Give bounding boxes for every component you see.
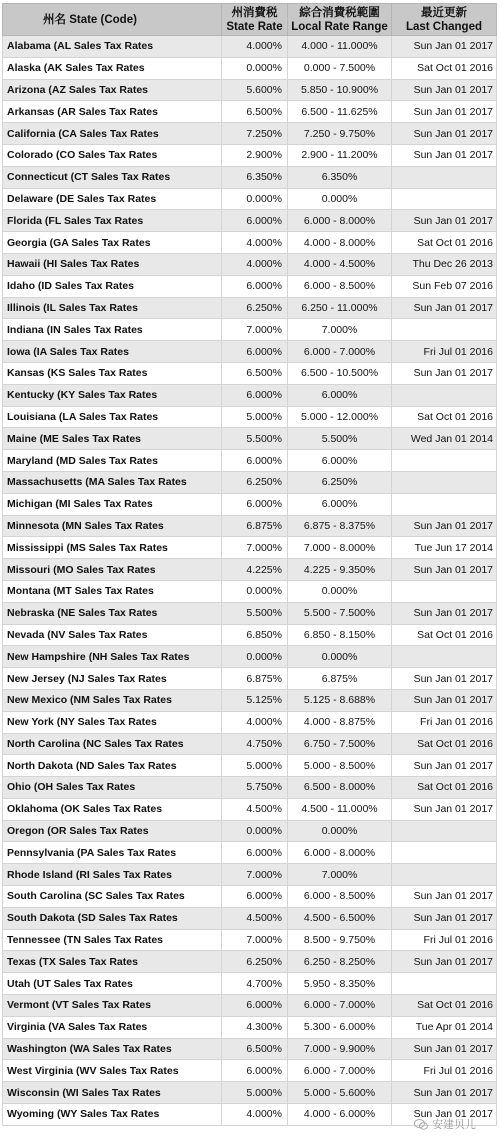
last-changed-cell: Sun Jan 01 2017 — [392, 36, 497, 58]
state-rate-cell: 6.000% — [222, 995, 288, 1017]
state-cell: Michigan (MI Sales Tax Rates — [3, 493, 222, 515]
table-row — [3, 777, 497, 799]
local-rate-range-cell: 7.000% — [288, 319, 392, 341]
local-rate-range-cell: 5.125 - 8.688% — [288, 689, 392, 711]
header-state-en: State (Code) — [69, 13, 137, 26]
header-state-rate — [222, 4, 288, 36]
table-row — [3, 559, 497, 581]
local-rate-range-cell: 0.000 - 7.500% — [288, 57, 392, 79]
state-cell: Arkansas (AR Sales Tax Rates — [3, 101, 222, 123]
state-rate-cell: 4.700% — [222, 973, 288, 995]
local-rate-range-cell: 5.000 - 8.500% — [288, 755, 392, 777]
state-rate-cell: 6.000% — [222, 275, 288, 297]
table-row — [3, 711, 497, 733]
local-rate-range-cell: 5.000 - 12.000% — [288, 406, 392, 428]
local-rate-range-cell: 4.500 - 11.000% — [288, 798, 392, 820]
table-row — [3, 384, 497, 406]
state-cell: Oregon (OR Sales Tax Rates — [3, 820, 222, 842]
last-changed-cell: Sun Jan 01 2017 — [392, 362, 497, 384]
last-changed-cell: Wed Jan 01 2014 — [392, 428, 497, 450]
state-rate-cell: 4.000% — [222, 232, 288, 254]
state-rate-cell: 6.250% — [222, 471, 288, 493]
last-changed-cell: Sun Jan 01 2017 — [392, 210, 497, 232]
state-rate-cell: 4.500% — [222, 798, 288, 820]
state-rate-cell: 6.500% — [222, 1038, 288, 1060]
last-changed-cell: Sun Jan 01 2017 — [392, 602, 497, 624]
local-rate-range-cell: 6.000 - 7.000% — [288, 995, 392, 1017]
last-changed-cell — [392, 580, 497, 602]
state-rate-cell: 4.500% — [222, 907, 288, 929]
state-cell: Nevada (NV Sales Tax Rates — [3, 624, 222, 646]
state-rate-cell: 6.000% — [222, 1060, 288, 1082]
watermark-text: 安建贝儿 — [432, 1119, 476, 1131]
state-rate-cell: 6.875% — [222, 668, 288, 690]
state-cell: Iowa (IA Sales Tax Rates — [3, 341, 222, 363]
last-changed-cell: Sun Jan 01 2017 — [392, 123, 497, 145]
last-changed-cell: Sun Jan 01 2017 — [392, 755, 497, 777]
local-rate-range-cell: 5.500% — [288, 428, 392, 450]
table-row — [3, 275, 497, 297]
table-row — [3, 123, 497, 145]
local-rate-range-cell: 6.000% — [288, 450, 392, 472]
state-rate-cell: 4.000% — [222, 253, 288, 275]
state-cell: New York (NY Sales Tax Rates — [3, 711, 222, 733]
state-rate-cell: 6.000% — [222, 384, 288, 406]
state-rate-cell: 6.000% — [222, 450, 288, 472]
header-local-range — [288, 4, 392, 36]
sales-tax-table — [2, 3, 497, 1126]
state-cell: Illinois (IL Sales Tax Rates — [3, 297, 222, 319]
table-row — [3, 166, 497, 188]
state-cell: California (CA Sales Tax Rates — [3, 123, 222, 145]
local-rate-range-cell: 4.000 - 4.500% — [288, 253, 392, 275]
state-rate-cell: 6.500% — [222, 362, 288, 384]
state-cell: Oklahoma (OK Sales Tax Rates — [3, 798, 222, 820]
state-cell: New Mexico (NM Sales Tax Rates — [3, 689, 222, 711]
state-cell: New Jersey (NJ Sales Tax Rates — [3, 668, 222, 690]
table-row — [3, 1082, 497, 1104]
last-changed-cell: Sat Oct 01 2016 — [392, 232, 497, 254]
state-cell: Florida (FL Sales Tax Rates — [3, 210, 222, 232]
last-changed-cell: Sat Oct 01 2016 — [392, 57, 497, 79]
local-rate-range-cell: 6.000 - 8.500% — [288, 886, 392, 908]
state-rate-cell: 6.000% — [222, 210, 288, 232]
last-changed-cell: Sat Oct 01 2016 — [392, 995, 497, 1017]
state-cell: Wyoming (WY Sales Tax Rates — [3, 1104, 222, 1126]
last-changed-cell: Sun Feb 07 2016 — [392, 275, 497, 297]
state-cell: Massachusetts (MA Sales Tax Rates — [3, 471, 222, 493]
table-row — [3, 755, 497, 777]
state-cell: Hawaii (HI Sales Tax Rates — [3, 253, 222, 275]
local-rate-range-cell: 0.000% — [288, 580, 392, 602]
state-cell: North Dakota (ND Sales Tax Rates — [3, 755, 222, 777]
last-changed-cell: Sun Jan 01 2017 — [392, 951, 497, 973]
local-rate-range-cell: 7.000% — [288, 864, 392, 886]
table-row — [3, 493, 497, 515]
state-cell: Minnesota (MN Sales Tax Rates — [3, 515, 222, 537]
last-changed-cell: Fri Jul 01 2016 — [392, 929, 497, 951]
last-changed-cell — [392, 450, 497, 472]
table-row — [3, 537, 497, 559]
header-row — [3, 4, 497, 36]
table-row — [3, 297, 497, 319]
state-cell: South Dakota (SD Sales Tax Rates — [3, 907, 222, 929]
state-rate-cell: 5.000% — [222, 1082, 288, 1104]
state-cell: Montana (MT Sales Tax Rates — [3, 580, 222, 602]
local-rate-range-cell: 5.500 - 7.500% — [288, 602, 392, 624]
table-row — [3, 515, 497, 537]
last-changed-cell: Sun Jan 01 2017 — [392, 1038, 497, 1060]
state-cell: Kentucky (KY Sales Tax Rates — [3, 384, 222, 406]
state-cell: Ohio (OH Sales Tax Rates — [3, 777, 222, 799]
state-rate-cell: 6.250% — [222, 951, 288, 973]
local-rate-range-cell: 6.000 - 8.500% — [288, 275, 392, 297]
table-row — [3, 79, 497, 101]
state-cell: Mississippi (MS Sales Tax Rates — [3, 537, 222, 559]
state-rate-cell: 5.000% — [222, 406, 288, 428]
state-cell: Tennessee (TN Sales Tax Rates — [3, 929, 222, 951]
state-rate-cell: 6.000% — [222, 493, 288, 515]
local-rate-range-cell: 5.950 - 8.350% — [288, 973, 392, 995]
local-rate-range-cell: 6.750 - 7.500% — [288, 733, 392, 755]
local-rate-range-cell: 2.900 - 11.200% — [288, 144, 392, 166]
state-rate-cell: 6.000% — [222, 341, 288, 363]
state-cell: Virginia (VA Sales Tax Rates — [3, 1016, 222, 1038]
last-changed-cell — [392, 646, 497, 668]
table-row — [3, 624, 497, 646]
state-rate-cell: 7.000% — [222, 319, 288, 341]
local-rate-range-cell: 6.500 - 10.500% — [288, 362, 392, 384]
last-changed-cell: Thu Dec 26 2013 — [392, 253, 497, 275]
last-changed-cell: Sun Jan 01 2017 — [392, 689, 497, 711]
local-rate-range-cell: 8.500 - 9.750% — [288, 929, 392, 951]
table-row — [3, 144, 497, 166]
local-rate-range-cell: 5.000 - 5.600% — [288, 1082, 392, 1104]
local-rate-range-cell: 4.225 - 9.350% — [288, 559, 392, 581]
local-rate-range-cell: 6.875% — [288, 668, 392, 690]
local-rate-range-cell: 4.000 - 11.000% — [288, 36, 392, 58]
local-rate-range-cell: 6.500 - 8.000% — [288, 777, 392, 799]
state-rate-cell: 7.000% — [222, 929, 288, 951]
local-rate-range-cell: 6.350% — [288, 166, 392, 188]
state-rate-cell: 5.750% — [222, 777, 288, 799]
table-body — [3, 36, 497, 1126]
local-rate-range-cell: 6.000 - 7.000% — [288, 341, 392, 363]
state-cell: Pennsylvania (PA Sales Tax Rates — [3, 842, 222, 864]
state-cell: Missouri (MO Sales Tax Rates — [3, 559, 222, 581]
local-rate-range-cell: 6.875 - 8.375% — [288, 515, 392, 537]
state-cell: Connecticut (CT Sales Tax Rates — [3, 166, 222, 188]
state-cell: South Carolina (SC Sales Tax Rates — [3, 886, 222, 908]
header-state-zh: 州名 — [43, 13, 66, 26]
table-row — [3, 951, 497, 973]
table-row — [3, 929, 497, 951]
state-cell: Wisconsin (WI Sales Tax Rates — [3, 1082, 222, 1104]
table-row — [3, 864, 497, 886]
state-rate-cell: 6.500% — [222, 101, 288, 123]
table-row — [3, 820, 497, 842]
state-rate-cell: 0.000% — [222, 580, 288, 602]
state-rate-cell: 0.000% — [222, 820, 288, 842]
state-cell: Kansas (KS Sales Tax Rates — [3, 362, 222, 384]
table-row — [3, 886, 497, 908]
table-row — [3, 471, 497, 493]
state-rate-cell: 4.225% — [222, 559, 288, 581]
local-rate-range-cell: 5.300 - 6.000% — [288, 1016, 392, 1038]
state-rate-cell: 5.500% — [222, 602, 288, 624]
local-rate-range-cell: 0.000% — [288, 820, 392, 842]
local-rate-range-cell: 6.250% — [288, 471, 392, 493]
table-row — [3, 689, 497, 711]
state-cell: Maine (ME Sales Tax Rates — [3, 428, 222, 450]
state-rate-cell: 6.350% — [222, 166, 288, 188]
last-changed-cell — [392, 188, 497, 210]
last-changed-cell: Sun Jan 01 2017 — [392, 1082, 497, 1104]
local-rate-range-cell: 7.000 - 9.900% — [288, 1038, 392, 1060]
state-rate-cell: 5.000% — [222, 755, 288, 777]
state-rate-cell: 4.750% — [222, 733, 288, 755]
local-rate-range-cell: 7.250 - 9.750% — [288, 123, 392, 145]
table-row — [3, 450, 497, 472]
local-rate-range-cell: 6.000 - 8.000% — [288, 210, 392, 232]
last-changed-cell: Fri Jul 01 2016 — [392, 1060, 497, 1082]
last-changed-cell — [392, 493, 497, 515]
last-changed-cell — [392, 842, 497, 864]
last-changed-cell: Sat Oct 01 2016 — [392, 406, 497, 428]
wechat-icon — [414, 1119, 428, 1130]
table-row — [3, 1060, 497, 1082]
header-local-range-zh: 綜合消費税範圍 — [299, 6, 380, 19]
state-cell: Alaska (AK Sales Tax Rates — [3, 57, 222, 79]
state-cell: Arizona (AZ Sales Tax Rates — [3, 79, 222, 101]
local-rate-range-cell: 0.000% — [288, 646, 392, 668]
table-row — [3, 232, 497, 254]
table-row — [3, 646, 497, 668]
state-rate-cell: 6.875% — [222, 515, 288, 537]
state-rate-cell: 4.000% — [222, 1104, 288, 1126]
state-rate-cell: 4.000% — [222, 36, 288, 58]
last-changed-cell: Sun Jan 01 2017 — [392, 668, 497, 690]
last-changed-cell: Sun Jan 01 2017 — [392, 515, 497, 537]
last-changed-cell: Sun Jan 01 2017 — [392, 79, 497, 101]
table-row — [3, 210, 497, 232]
last-changed-cell — [392, 166, 497, 188]
table-row — [3, 798, 497, 820]
header-local-range-en: Local Rate Range — [291, 20, 388, 33]
last-changed-cell — [392, 319, 497, 341]
table-row — [3, 602, 497, 624]
last-changed-cell: Sun Jan 01 2017 — [392, 559, 497, 581]
header-last-changed-en: Last Changed — [405, 20, 483, 33]
local-rate-range-cell: 4.000 - 8.875% — [288, 711, 392, 733]
state-rate-cell: 6.250% — [222, 297, 288, 319]
state-rate-cell: 7.000% — [222, 537, 288, 559]
table-row — [3, 580, 497, 602]
local-rate-range-cell: 6.500 - 11.625% — [288, 101, 392, 123]
table-row — [3, 1016, 497, 1038]
state-rate-cell: 5.500% — [222, 428, 288, 450]
header-state-rate-en: State Rate — [226, 20, 283, 33]
last-changed-cell — [392, 864, 497, 886]
table-row — [3, 188, 497, 210]
watermark — [414, 1116, 476, 1132]
header-last-changed-zh: 最近更新 — [421, 6, 467, 19]
table-row — [3, 1038, 497, 1060]
state-rate-cell: 5.600% — [222, 79, 288, 101]
last-changed-cell: Sat Oct 01 2016 — [392, 777, 497, 799]
last-changed-cell: Sun Jan 01 2017 — [392, 798, 497, 820]
state-cell: Georgia (GA Sales Tax Rates — [3, 232, 222, 254]
table-row — [3, 842, 497, 864]
table-row — [3, 406, 497, 428]
table-row — [3, 101, 497, 123]
last-changed-cell: Sun Jan 01 2017 — [392, 101, 497, 123]
state-cell: West Virginia (WV Sales Tax Rates — [3, 1060, 222, 1082]
last-changed-cell: Tue Apr 01 2014 — [392, 1016, 497, 1038]
state-rate-cell: 5.125% — [222, 689, 288, 711]
table-row — [3, 907, 497, 929]
local-rate-range-cell: 6.000 - 8.000% — [288, 842, 392, 864]
state-cell: New Hampshire (NH Sales Tax Rates — [3, 646, 222, 668]
state-cell: Louisiana (LA Sales Tax Rates — [3, 406, 222, 428]
local-rate-range-cell: 6.850 - 8.150% — [288, 624, 392, 646]
state-rate-cell: 7.000% — [222, 864, 288, 886]
state-cell: Rhode Island (RI Sales Tax Rates — [3, 864, 222, 886]
state-cell: Nebraska (NE Sales Tax Rates — [3, 602, 222, 624]
table-row — [3, 995, 497, 1017]
last-changed-cell: Sun Jan 01 2017 — [392, 907, 497, 929]
state-cell: North Carolina (NC Sales Tax Rates — [3, 733, 222, 755]
local-rate-range-cell: 5.850 - 10.900% — [288, 79, 392, 101]
header-state-rate-zh: 州消費税 — [231, 6, 278, 19]
header-state — [3, 4, 222, 36]
state-rate-cell: 7.250% — [222, 123, 288, 145]
state-cell: Utah (UT Sales Tax Rates — [3, 973, 222, 995]
table-row — [3, 362, 497, 384]
table-row — [3, 341, 497, 363]
header-last-changed — [392, 4, 497, 36]
last-changed-cell: Sun Jan 01 2017 — [392, 297, 497, 319]
state-cell: Washington (WA Sales Tax Rates — [3, 1038, 222, 1060]
last-changed-cell: Sat Oct 01 2016 — [392, 733, 497, 755]
local-rate-range-cell: 6.250 - 11.000% — [288, 297, 392, 319]
last-changed-cell: Fri Jul 01 2016 — [392, 341, 497, 363]
last-changed-cell: Tue Jun 17 2014 — [392, 537, 497, 559]
state-rate-cell: 0.000% — [222, 57, 288, 79]
state-cell: Texas (TX Sales Tax Rates — [3, 951, 222, 973]
last-changed-cell — [392, 820, 497, 842]
table-row — [3, 253, 497, 275]
state-cell: Colorado (CO Sales Tax Rates — [3, 144, 222, 166]
table-row — [3, 973, 497, 995]
local-rate-range-cell: 6.000% — [288, 384, 392, 406]
last-changed-cell: Sat Oct 01 2016 — [392, 624, 497, 646]
table-row — [3, 319, 497, 341]
local-rate-range-cell: 4.500 - 6.500% — [288, 907, 392, 929]
state-rate-cell: 4.000% — [222, 711, 288, 733]
local-rate-range-cell: 7.000 - 8.000% — [288, 537, 392, 559]
state-rate-cell: 6.850% — [222, 624, 288, 646]
state-rate-cell: 0.000% — [222, 646, 288, 668]
table-row — [3, 36, 497, 58]
local-rate-range-cell: 4.000 - 8.000% — [288, 232, 392, 254]
state-rate-cell: 4.300% — [222, 1016, 288, 1038]
table-row — [3, 57, 497, 79]
last-changed-cell: Sun Jan 01 2017 — [392, 1104, 497, 1126]
state-cell: Indiana (IN Sales Tax Rates — [3, 319, 222, 341]
state-cell: Alabama (AL Sales Tax Rates — [3, 36, 222, 58]
state-cell: Delaware (DE Sales Tax Rates — [3, 188, 222, 210]
local-rate-range-cell: 6.250 - 8.250% — [288, 951, 392, 973]
last-changed-cell — [392, 973, 497, 995]
state-cell: Idaho (ID Sales Tax Rates — [3, 275, 222, 297]
table-row — [3, 428, 497, 450]
state-cell: Vermont (VT Sales Tax Rates — [3, 995, 222, 1017]
state-rate-cell: 6.000% — [222, 886, 288, 908]
state-rate-cell: 6.000% — [222, 842, 288, 864]
table-row — [3, 668, 497, 690]
last-changed-cell: Sun Jan 01 2017 — [392, 144, 497, 166]
state-cell: Maryland (MD Sales Tax Rates — [3, 450, 222, 472]
last-changed-cell: Fri Jan 01 2016 — [392, 711, 497, 733]
local-rate-range-cell: 6.000 - 7.000% — [288, 1060, 392, 1082]
local-rate-range-cell: 4.000 - 6.000% — [288, 1104, 392, 1126]
local-rate-range-cell: 6.000% — [288, 493, 392, 515]
last-changed-cell — [392, 471, 497, 493]
last-changed-cell — [392, 384, 497, 406]
last-changed-cell: Sun Jan 01 2017 — [392, 886, 497, 908]
local-rate-range-cell: 0.000% — [288, 188, 392, 210]
state-rate-cell: 0.000% — [222, 188, 288, 210]
state-rate-cell: 2.900% — [222, 144, 288, 166]
table-row — [3, 733, 497, 755]
